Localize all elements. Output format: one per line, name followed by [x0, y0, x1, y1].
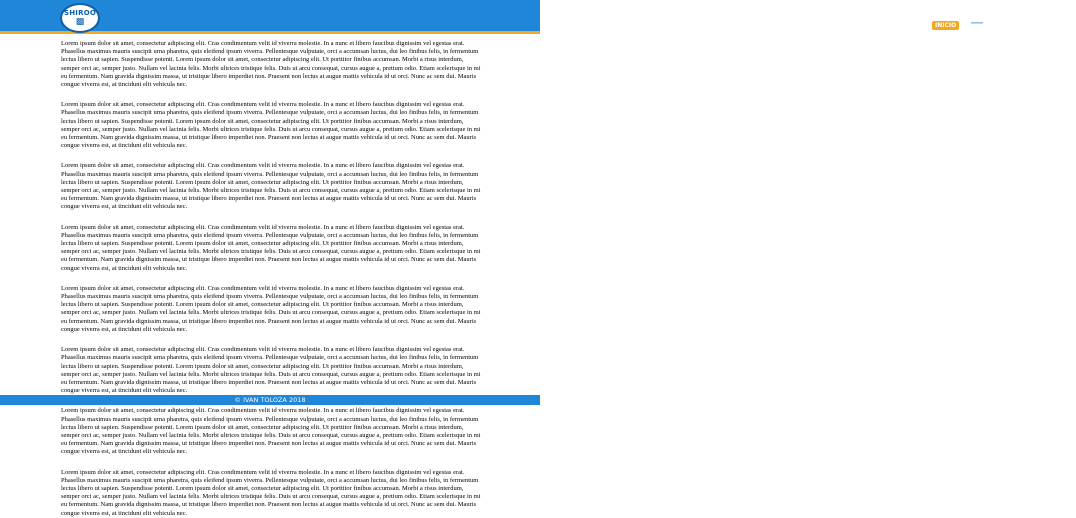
logo-text: SHIROO: [64, 9, 96, 17]
content-paragraph: Lorem ipsum dolor sit amet, consectetur adipiscing elit. Cras condimentum velit id viverra molestie. In a nunc et libero faucibus dignissim vel egestas erat. Phasellus maximus mauris suscipit urna pharetra, quis eleifend ipsum viverra. Pellentesque vulputate, orci a accumsan luctus, dui leo finibus felis, in fermentum lectus libero ut sapien. Suspendisse potenti. Lorem ipsum dolor sit amet, consectetur adipiscing elit. Ut porttitor finibus accumsan. Morbi a risus interdum, semper orci ac, semper justo. Nullam vel lacinia felis. Morbi ultrices tristique felis. Duis ut arcu consequat, cursus augue a, pretium odio. Etiam scelerisque in mi eu fermentum. Nam gravida dignissim massa, ut tristique libero imperdiet non. Praesent non lectus at augue mattis vehicula id ut orci. Nunc ac sem dui. Mauris congue viverra est, at tincidunt elit vehicula nec.: [61, 346, 481, 395]
home-icon: [920, 18, 930, 30]
nav-inicio-label: INICIO: [932, 21, 959, 30]
nav-acerca[interactable]: [1036, 4, 1076, 30]
nav-acerca-label: ACERCA: [1046, 22, 1076, 30]
content-paragraph: Lorem ipsum dolor sit amet, consectetur adipiscing elit. Cras condimentum velit id viverra molestie. In a nunc et libero faucibus dignissim vel egestas erat. Phasellus maximus mauris suscipit urna pharetra, quis eleifend ipsum viverra. Pellentesque vulputate, orci a accumsan luctus, dui leo finibus felis, in fermentum lectus libero ut sapien. Suspendisse potenti. Lorem ipsum dolor sit amet, consectetur adipiscing elit. Ut porttitor finibus accumsan. Morbi a risus interdum, semper orci ac, semper justo. Nullam vel lacinia felis. Morbi ultrices tristique felis. Duis ut arcu consequat, cursus augue a, pretium odio. Etiam scelerisque in mi eu fermentum. Nam gravida dignissim massa, ut tristique libero imperdiet non. Praesent non lectus at augue mattis vehicula id ut orci. Nunc ac sem dui. Mauris congue viverra est, at tincidunt elit vehicula nec.: [61, 407, 481, 456]
site-header: [0, 0, 1076, 34]
footer-text: © IVAN TOLOZA 2018: [234, 396, 306, 404]
content-paragraph: Lorem ipsum dolor sit amet, consectetur adipiscing elit. Cras condimentum velit id viverra molestie. In a nunc et libero faucibus dignissim vel egestas erat. Phasellus maximus mauris suscipit urna pharetra, quis eleifend ipsum viverra. Pellentesque vulputate, orci a accumsan luctus, dui leo finibus felis, in fermentum lectus libero ut sapien. Suspendisse potenti. Lorem ipsum dolor sit amet, consectetur adipiscing elit. Ut porttitor finibus accumsan. Morbi a risus interdum, semper orci ac, semper justo. Nullam vel lacinia felis. Morbi ultrices tristique felis. Duis ut arcu consequat, cursus augue a, pretium odio. Etiam scelerisque in mi eu fermentum. Nam gravida dignissim massa, ut tristique libero imperdiet non. Praesent non lectus at augue mattis vehicula id ut orci. Nunc ac sem dui. Mauris congue viverra est, at tincidunt elit vehicula nec.: [61, 40, 481, 89]
site-footer: [0, 395, 540, 405]
content-paragraph: Lorem ipsum dolor sit amet, consectetur adipiscing elit. Cras condimentum velit id viverra molestie. In a nunc et libero faucibus dignissim vel egestas erat. Phasellus maximus mauris suscipit urna pharetra, quis eleifend ipsum viverra. Pellentesque vulputate, orci a accumsan luctus, dui leo finibus felis, in fermentum lectus libero ut sapien. Suspendisse potenti. Lorem ipsum dolor sit amet, consectetur adipiscing elit. Ut porttitor finibus accumsan. Morbi a risus interdum, semper orci ac, semper justo. Nullam vel lacinia felis. Morbi ultrices tristique felis. Duis ut arcu consequat, cursus augue a, pretium odio. Etiam scelerisque in mi eu fermentum. Nam gravida dignissim massa, ut tristique libero imperdiet non. Praesent non lectus at augue mattis vehicula id ut orci. Nunc ac sem dui. Mauris congue viverra est, at tincidunt elit vehicula nec.: [61, 284, 481, 333]
question-icon: ?: [1036, 13, 1045, 31]
content-paragraph: Lorem ipsum dolor sit amet, consectetur adipiscing elit. Cras condimentum velit id viverra molestie. In a nunc et libero faucibus dignissim vel egestas erat. Phasellus maximus mauris suscipit urna pharetra, quis eleifend ipsum viverra. Pellentesque vulputate, orci a accumsan luctus, dui leo finibus felis, in fermentum lectus libero ut sapien. Suspendisse potenti. Lorem ipsum dolor sit amet, consectetur adipiscing elit. Ut porttitor finibus accumsan. Morbi a risus interdum, semper orci ac, semper justo. Nullam vel lacinia felis. Morbi ultrices tristique felis. Duis ut arcu consequat, cursus augue a, pretium odio. Etiam scelerisque in mi eu fermentum. Nam gravida dignissim massa, ut tristique libero imperdiet non. Praesent non lectus at augue mattis vehicula id ut orci. Nunc ac sem dui. Mauris congue viverra est, at tincidunt elit vehicula nec.: [61, 468, 481, 517]
content-paragraph: Lorem ipsum dolor sit amet, consectetur adipiscing elit. Cras condimentum velit id viverra molestie. In a nunc et libero faucibus dignissim vel egestas erat. Phasellus maximus mauris suscipit urna pharetra, quis eleifend ipsum viverra. Pellentesque vulputate, orci a accumsan luctus, dui leo finibus felis, in fermentum lectus libero ut sapien. Suspendisse potenti. Lorem ipsum dolor sit amet, consectetur adipiscing elit. Ut porttitor finibus accumsan. Morbi a risus interdum, semper orci ac, semper justo. Nullam vel lacinia felis. Morbi ultrices tristique felis. Duis ut arcu consequat, cursus augue a, pretium odio. Etiam scelerisque in mi eu fermentum. Nam gravida dignissim massa, ut tristique libero imperdiet non. Praesent non lectus at augue mattis vehicula id ut orci. Nunc ac sem dui. Mauris congue viverra est, at tincidunt elit vehicula nec.: [61, 101, 481, 150]
site-logo[interactable]: [60, 3, 100, 33]
robot-icon: ▩: [75, 17, 85, 27]
nav-proyectos[interactable]: [970, 4, 1030, 30]
nav-proyectos-label: PROYECTOS: [986, 22, 1030, 30]
content-paragraph: Lorem ipsum dolor sit amet, consectetur adipiscing elit. Cras condimentum velit id viverra molestie. In a nunc et libero faucibus dignissim vel egestas erat. Phasellus maximus mauris suscipit urna pharetra, quis eleifend ipsum viverra. Pellentesque vulputate, orci a accumsan luctus, dui leo finibus felis, in fermentum lectus libero ut sapien. Suspendisse potenti. Lorem ipsum dolor sit amet, consectetur adipiscing elit. Ut porttitor finibus accumsan. Morbi a risus interdum, semper orci ac, semper justo. Nullam vel lacinia felis. Morbi ultrices tristique felis. Duis ut arcu consequat, cursus augue a, pretium odio. Etiam scelerisque in mi eu fermentum. Nam gravida dignissim massa, ut tristique libero imperdiet non. Praesent non lectus at augue mattis vehicula id ut orci. Nunc ac sem dui. Mauris congue viverra est, at tincidunt elit vehicula nec.: [61, 162, 481, 211]
content-paragraph: Lorem ipsum dolor sit amet, consectetur adipiscing elit. Cras condimentum velit id viverra molestie. In a nunc et libero faucibus dignissim vel egestas erat. Phasellus maximus mauris suscipit urna pharetra, quis eleifend ipsum viverra. Pellentesque vulputate, orci a accumsan luctus, dui leo finibus felis, in fermentum lectus libero ut sapien. Suspendisse potenti. Lorem ipsum dolor sit amet, consectetur adipiscing elit. Ut porttitor finibus accumsan. Morbi a risus interdum, semper orci ac, semper justo. Nullam vel lacinia felis. Morbi ultrices tristique felis. Duis ut arcu consequat, cursus augue a, pretium odio. Etiam scelerisque in mi eu fermentum. Nam gravida dignissim massa, ut tristique libero imperdiet non. Praesent non lectus at augue mattis vehicula id ut orci. Nunc ac sem dui. Mauris congue viverra est, at tincidunt elit vehicula nec.: [61, 223, 481, 272]
nav-inicio[interactable]: [920, 4, 959, 30]
briefcase-icon: [970, 17, 984, 30]
